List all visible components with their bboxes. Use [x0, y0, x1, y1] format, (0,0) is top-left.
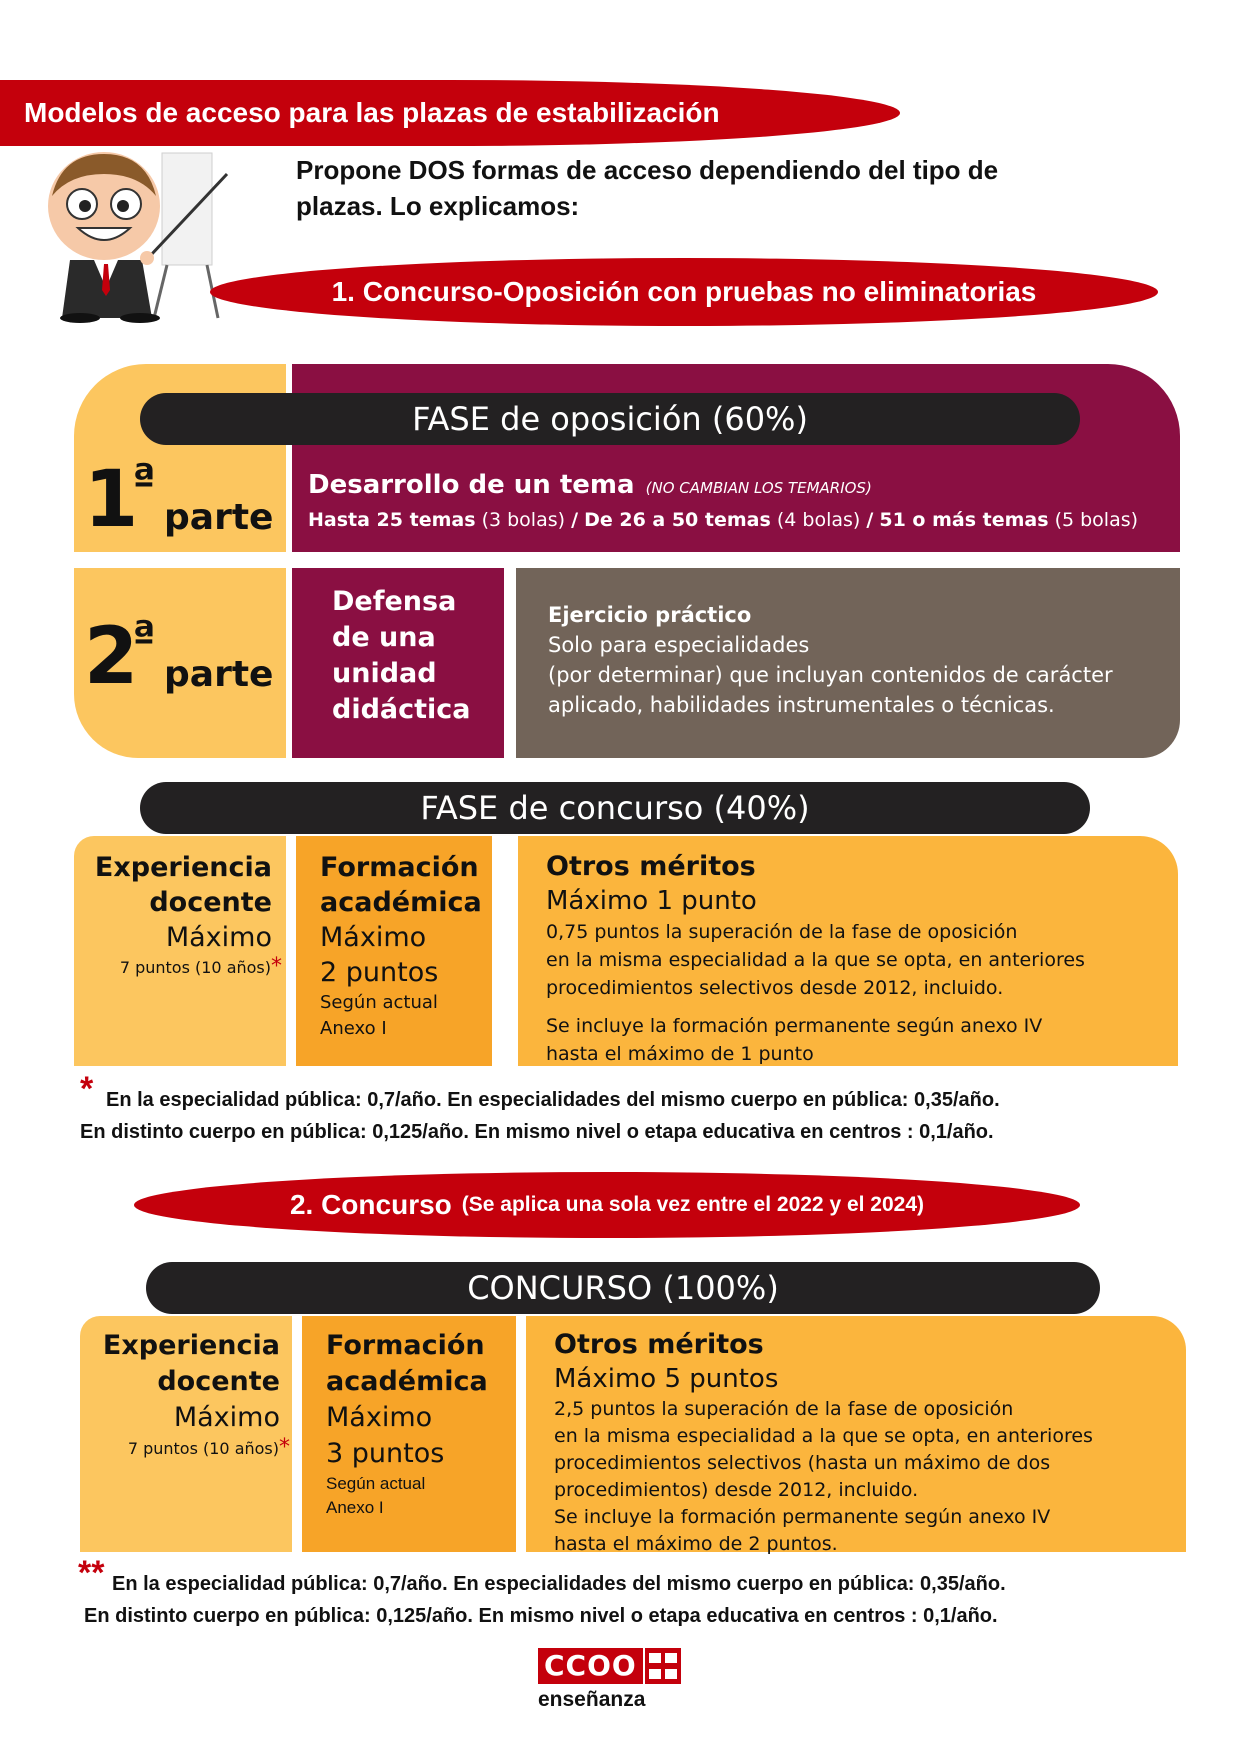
ejercicio-practico-box: Ejercicio práctico Solo para especialidades (por determinar) que incluyan contenidos de carácter aplicado, habilidades instrumentales o técnicas. — [516, 568, 1180, 758]
part2-label: 2 ª parte — [84, 612, 274, 702]
section2-banner: 2. Concurso (Se aplica una sola vez entre el 2022 y el 2024) — [134, 1172, 1080, 1238]
page-title: Modelos de acceso para las plazas de estabilización — [24, 97, 720, 128]
part1-text: Desarrollo de un tema (NO CAMBIAN LOS TEMARIOS) Hasta 25 temas (3 bolas) / De 26 a 50 temas (4 bolas) / 51 o más temas (5 bolas) — [308, 470, 1139, 531]
part1-label: 1 ª parte — [84, 455, 274, 545]
footnote-star-1: * — [80, 1070, 94, 1108]
fase-concurso-bar: FASE de concurso (40%) — [140, 782, 1090, 834]
intro-text: Propone DOS formas de acceso dependiendo del tipo de plazas. Lo explicamos: — [296, 155, 999, 221]
concurso-bar: CONCURSO (100%) — [146, 1262, 1100, 1314]
formacion-box-2: Formación académica Máximo 3 puntos Según actual Anexo I — [302, 1316, 516, 1552]
otros-meritos-box-2: Otros méritos Máximo 5 puntos 2,5 puntos la superación de la fase de oposición en la misma especialidad a la que se opta, en anteriores procedimientos selectivos (hasta un máximo de dos procedimientos) desde 2012, incluido. Se incluye la formación permanente según anexo IV hasta el máximo de 2 puntos. — [526, 1316, 1186, 1552]
experiencia-box-1: Experiencia docente Máximo 7 puntos (10 años)* — [74, 836, 286, 1066]
teacher-illustration-icon — [22, 148, 242, 323]
ccoo-flags-icon — [645, 1648, 681, 1684]
experiencia-box-2: Experiencia docente Máximo 7 puntos (10 años)* — [80, 1316, 292, 1552]
defensa-box: Defensa de una unidad didáctica — [292, 568, 504, 758]
ccoo-logo — [538, 1648, 688, 1712]
footnote-2: En la especialidad pública: 0,7/año. En especialidades del mismo cuerpo en pública: 0,35/año. En distinto cuerpo en pública: 0,125/año. En mismo nivel o etapa educativa en centros : 0,1/año. — [84, 1573, 1006, 1627]
footnote-star-2: ** — [78, 1554, 105, 1592]
ccoo-logo-text: CCOO — [538, 1648, 643, 1684]
title-banner — [0, 80, 900, 146]
fase-oposicion-bar: FASE de oposición (60%) — [140, 393, 1080, 445]
section1-banner: 1. Concurso-Oposición con pruebas no eliminatorias — [210, 258, 1158, 326]
ccoo-logo-sub: enseñanza — [538, 1688, 646, 1711]
otros-meritos-box-1: Otros méritos Máximo 1 punto 0,75 puntos la superación de la fase de oposición en la misma especialidad a la que se opta, en anteriores procedimientos selectivos desde 2012, incluido. Se incluye la formación permanente según anexo IV hasta el máximo de 1 punto — [518, 836, 1178, 1066]
formacion-box-1: Formación académica Máximo 2 puntos Según actual Anexo I — [296, 836, 492, 1066]
footnote-1: En la especialidad pública: 0,7/año. En especialidades del mismo cuerpo en pública: 0,35/año. En distinto cuerpo en pública: 0,125/año. En mismo nivel o etapa educativa en centros : 0,1/año. — [80, 1089, 1000, 1143]
